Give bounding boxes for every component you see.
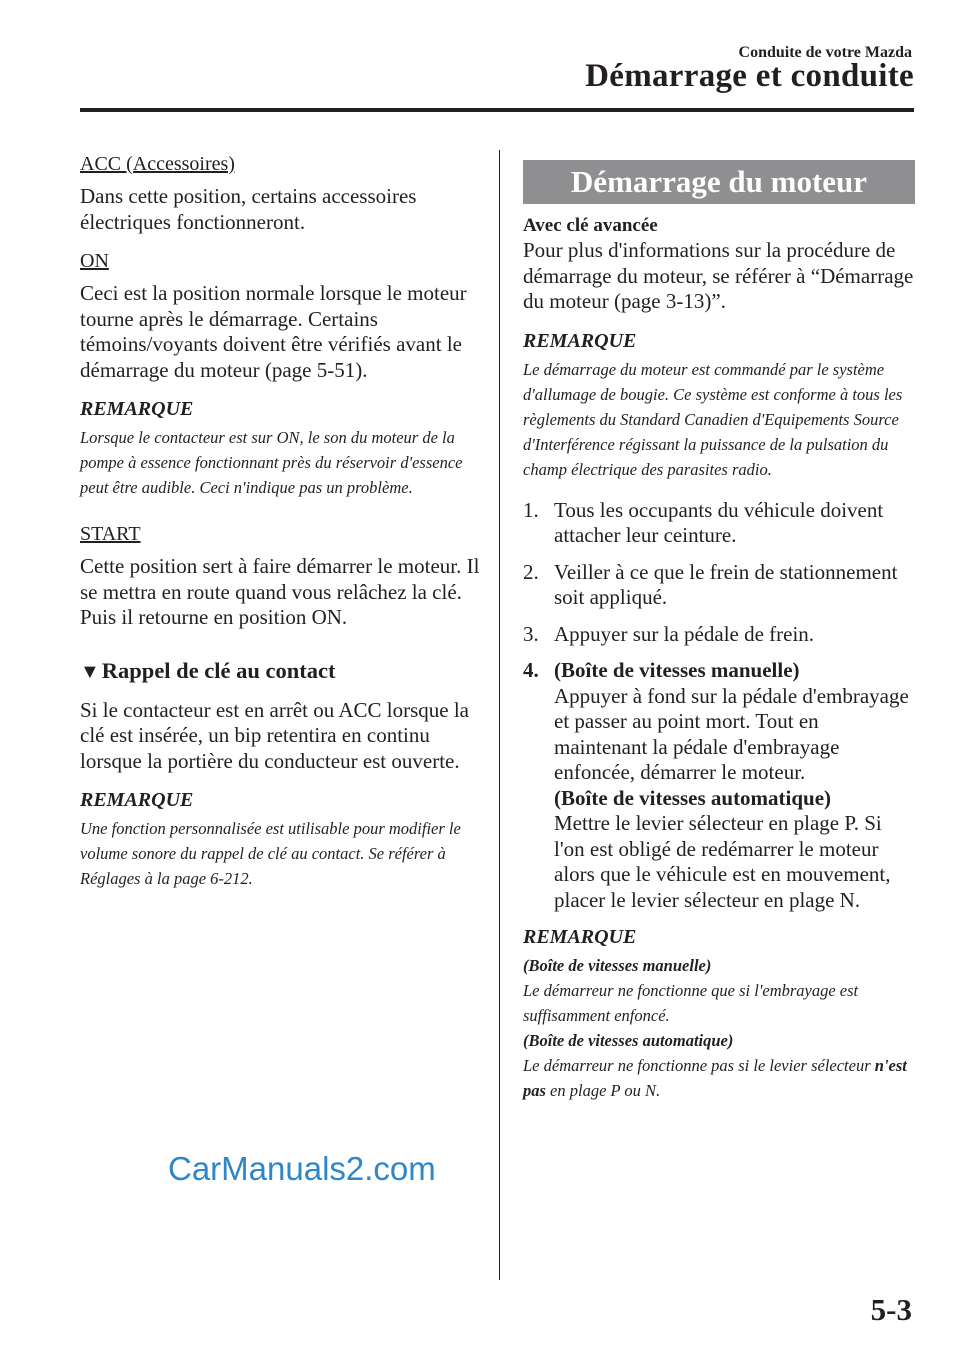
- steps-list: [523, 498, 915, 914]
- note-manual-text: Le démarreur ne fonctionne que si l'embrayage est suffisamment enfoncé.: [523, 981, 859, 1025]
- note-auto-text-post: en plage P ou N.: [550, 1081, 661, 1100]
- reminder-heading-text: Rappel de clé au contact: [101, 657, 336, 683]
- step-number: 2.: [523, 559, 539, 584]
- column-divider: [499, 150, 500, 1280]
- right-column: [523, 160, 915, 1119]
- note-text: Une fonction personnalisée est utilisable pour modifier le volume sonore du rappel de clé au contact. Se référer à Réglages à la page 6-212.: [80, 819, 461, 888]
- reminder-heading: [80, 657, 480, 686]
- acc-text: Dans cette position, certains accessoires électriques fonctionneront.: [80, 184, 417, 234]
- note-auto-label: (Boîte de vitesses automatique): [523, 1031, 734, 1050]
- header-section-label: Conduite de votre Mazda: [738, 44, 912, 61]
- step-number: 3.: [523, 621, 539, 646]
- on-text: Ceci est la position normale lorsque le moteur tourne après le démarrage. Certains témoins/voyants doivent être vérifiés avant le démarrage du moteur (page 5-51).: [80, 281, 467, 382]
- list-item: [523, 658, 915, 913]
- note-title: REMARQUE: [80, 789, 194, 811]
- start-text: Cette position sert à faire démarrer le moteur. Il se mettra en route quand vous relâchez la clé. Puis il retourne en position ON.: [80, 554, 480, 629]
- note-text: Le démarrage du moteur est commandé par le système d'allumage de bougie. Ce système est conforme à tous les règlements du Standard Canadien d'Equipements Source d'Interférence régissant la puissance de la pulsation du champ électrique des parasites radio.: [523, 359, 903, 479]
- header-chapter-title: Démarrage et conduite: [585, 58, 914, 94]
- step-number: 1.: [523, 497, 539, 522]
- list-item: [523, 622, 915, 648]
- auto-label: (Boîte de vitesses automatique): [554, 785, 832, 810]
- note-text: [523, 953, 915, 1103]
- advanced-key-text: Pour plus d'informations sur la procédure de démarrage du moteur, se référer à “Démarrage du moteur (page 3-13)”.: [523, 238, 914, 313]
- step-text: Tous les occupants du véhicule doivent attacher leur ceinture.: [554, 497, 884, 547]
- start-heading: START: [80, 523, 141, 545]
- triangle-bullet-icon: ▼: [80, 660, 100, 683]
- note-manual-label: (Boîte de vitesses manuelle): [523, 956, 712, 975]
- step-text: Veiller à ce que le frein de stationnement soit appliqué.: [554, 559, 898, 609]
- left-column: [80, 152, 480, 907]
- note-title: REMARQUE: [80, 398, 194, 420]
- note-text: Lorsque le contacteur est sur ON, le son du moteur de la pompe à essence fonctionnant près du réservoir d'essence peut être audible. Ceci n'indique pas un problème.: [80, 428, 463, 497]
- manual-step-text: Appuyer à fond sur la pédale d'embrayage et passer au point mort. Tout en maintenant la pédale d'embrayage enfoncée, démarrer le moteur.: [554, 683, 909, 784]
- watermark: CarManuals2.com: [168, 1150, 436, 1187]
- note-auto-text-pre: Le démarreur ne fonctionne pas si le levier sélecteur: [523, 1056, 871, 1075]
- note-title: REMARQUE: [523, 926, 637, 948]
- acc-heading: ACC (Accessoires): [80, 153, 235, 175]
- header-rule: [80, 108, 914, 112]
- note-title: REMARQUE: [523, 329, 637, 352]
- section-banner: Démarrage du moteur: [523, 160, 915, 204]
- auto-step-text: Mettre le levier sélecteur en plage P. Si l'on est obligé de redémarrer le moteur alors que le véhicule est en mouvement, placer le levier sélecteur en plage N.: [554, 811, 891, 912]
- note-auto-text-bold: n'est pas: [523, 1056, 907, 1100]
- on-heading: ON: [80, 250, 109, 272]
- list-item: [523, 560, 915, 611]
- list-item: [523, 498, 915, 549]
- page-number: 5-3: [870, 1292, 912, 1327]
- manual-label: (Boîte de vitesses manuelle): [554, 658, 800, 682]
- advanced-key-heading: Avec clé avancée: [523, 215, 658, 236]
- step-number: 4.: [523, 658, 539, 682]
- reminder-text: Si le contacteur est en arrêt ou ACC lorsque la clé est insérée, un bip retentira en continu lorsque la portière du conducteur est ouverte.: [80, 697, 469, 773]
- step-text: Appuyer sur la pédale de frein.: [554, 621, 815, 646]
